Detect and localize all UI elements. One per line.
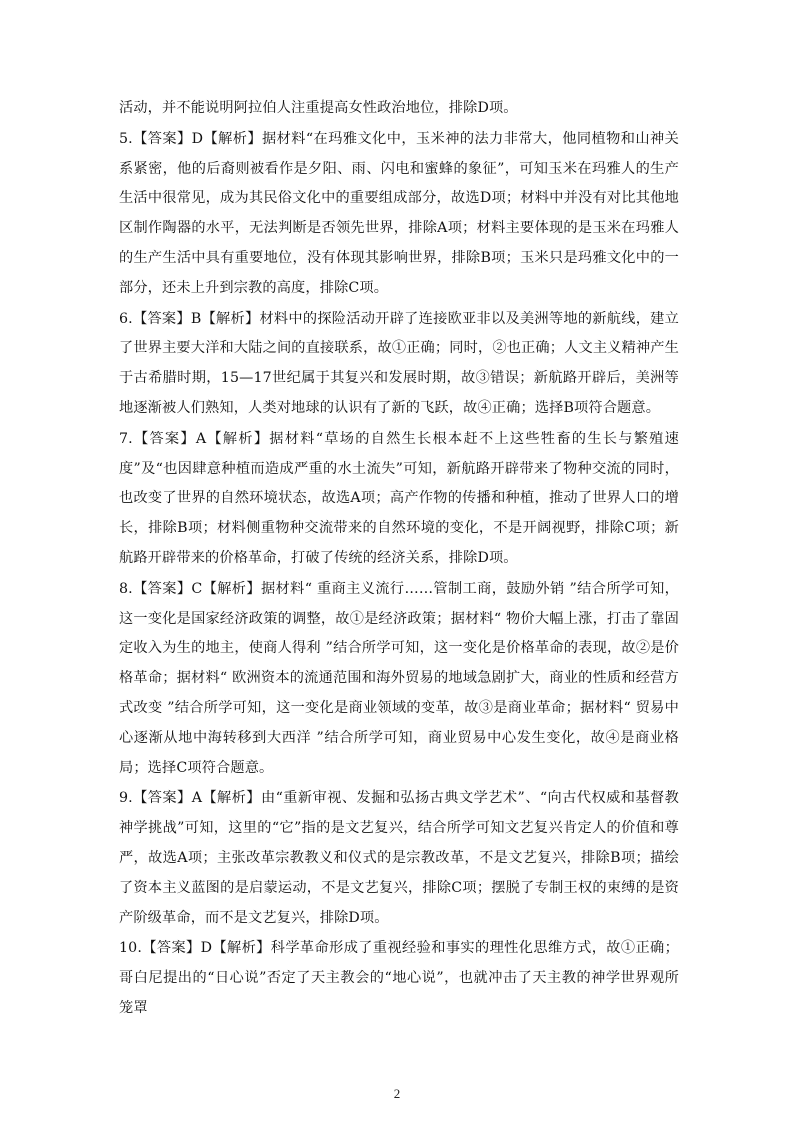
answer-8: 8.【答案】C【解析】据材料“ 重商主义流行……管制工商，鼓励外销 ”结合所学可知，这一变化是国家经济政策的调整，故①是经济政策；据材料“ 物价大幅上涨，打击了靠固定收入为生的地主，使商人得利 ”结合所学可知，这一变化是价格革命的表现，故②是价格革命；据材料“ 欧洲资本的流通范围和海外贸易的地域急剧扩大，商业的性质和经营方式改变 ”结合所学可知，这一变化是商业领域的变革，故③是商业革命；据材料“ 贸易中心逐渐从地中海转移到大西洋 ”结合所学可知，商业贸易中心发生变化，故④是商业格局；选择C项符合题意。	[119, 580, 679, 776]
answer-5: 5.【答案】D【解析】据材料“在玛雅文化中，玉米神的法力非常大，他同植物和山神关系紧密，他的后裔则被看作是夕阳、雨、闪电和蜜蜂的象征”，可知玉米在玛雅人的生产生活中很常见，成为其民俗文化中的重要组成部分，故选D项；材料中并没有对比其他地区制作陶器的水平，无法判断是否领先世界，排除A项；材料主要体现的是玉米在玛雅人的生产生活中具有重要地位，没有体现其影响世界，排除B项；玉米只是玛雅文化中的一部分，还未上升到宗教的高度，排除C项。	[119, 130, 679, 296]
answer-9: 9.【答案】A【解析】由“重新审视、发掘和弘扬古典文学艺术”、“向古代权威和基督教神学挑战”可知，这里的“它”指的是文艺复兴，结合所学可知文艺复兴肯定人的价值和尊严，故选A项；主张改革宗教教义和仪式的是宗教改革，不是文艺复兴，排除B项；描绘了资本主义蓝图的是启蒙运动，不是文艺复兴，排除C项；摆脱了专制王权的束缚的是资产阶级革命，而不是文艺复兴，排除D项。	[119, 790, 679, 926]
answer-6: 6.【答案】B【解析】材料中的探险活动开辟了连接欧亚非以及美洲等地的新航线，建立了世界主要大洋和大陆之间的直接联系，故①正确；同时，②也正确；人文主义精神产生于古希腊时期，15—17世纪属于其复兴和发展时期，故③错误；新航路开辟后，美洲等地逐渐被人们熟知，人类对地球的认识有了新的飞跃，故④正确；选择B项符合题意。	[119, 310, 679, 416]
document-body	[119, 94, 679, 1025]
answer-10: 10.【答案】D【解析】科学革命形成了重视经验和事实的理性化思维方式，故①正确；哥白尼提出的“日心说”否定了天主教会的“地心说”，也就冲击了天主教的神学世界观所笼罩	[119, 940, 679, 1016]
paragraph-continuation: 活动，并不能说明阿拉伯人注重提高女性政治地位，排除D项。	[119, 100, 518, 116]
answer-7: 7.【答案】A【解析】据材料“草场的自然生长根本赶不上这些牲畜的生长与繁殖速度”及“也因肆意种植而造成严重的水土流失”可知，新航路开辟带来了物种交流的同时，也改变了世界的自然环境状态，故选A项；高产作物的传播和种植，推动了世界人口的增长，排除B项；材料侧重物种交流带来的自然环境的变化，不是开阔视野，排除C项；新航路开辟带来的价格革命，打破了传统的经济关系，排除D项。	[119, 430, 679, 566]
page-number: 2	[393, 1086, 401, 1101]
